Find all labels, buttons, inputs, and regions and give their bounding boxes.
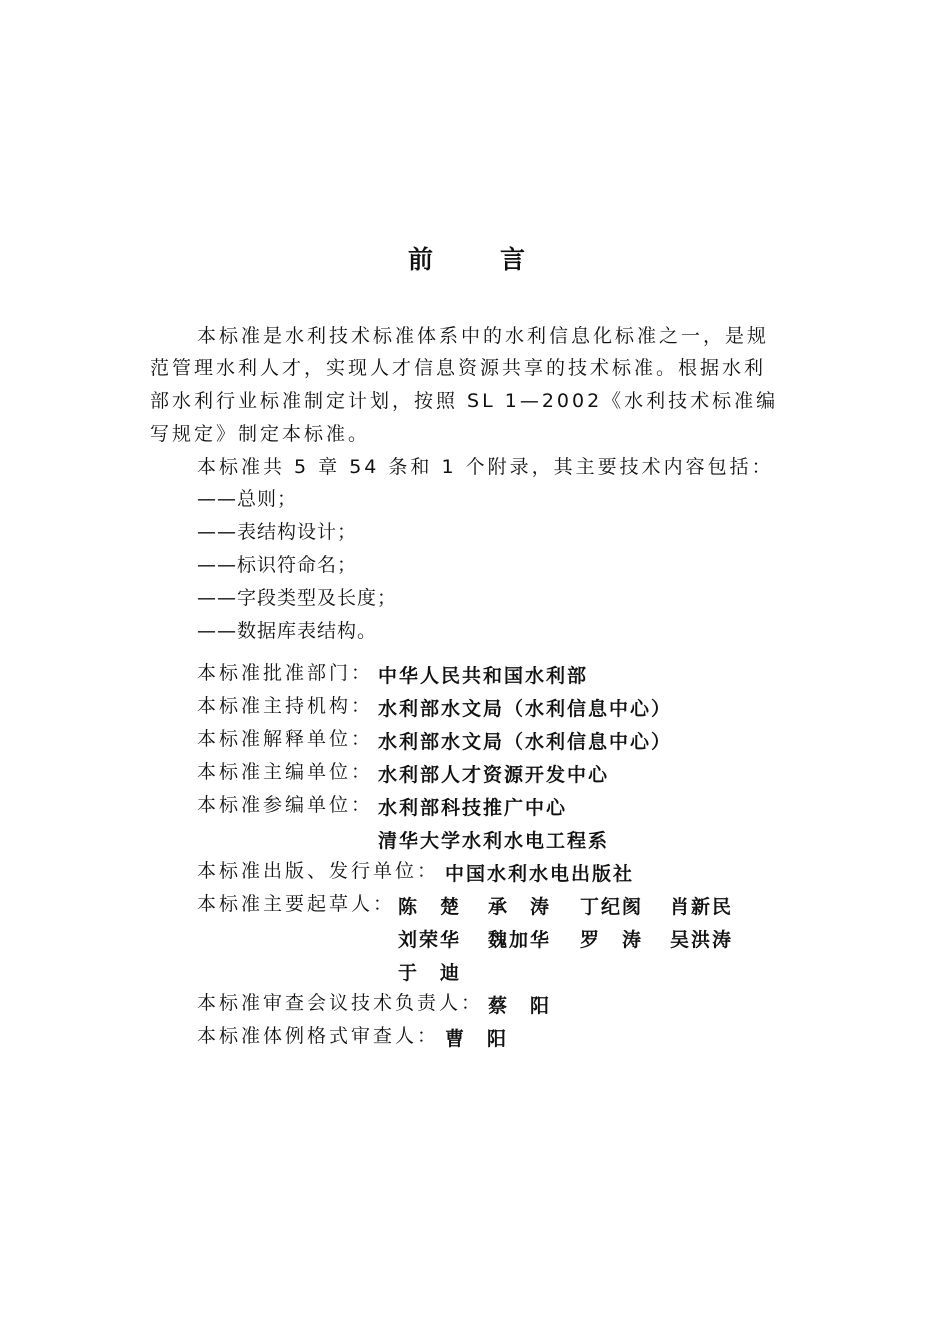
info-value: 水利部水文局（水利信息中心）: [378, 698, 673, 720]
info-label: 本标准批准部门：: [197, 662, 374, 684]
info-label: 本标准主编单位：: [197, 761, 374, 783]
intro-line: 本标准共 5 章 54 条和 1 个附录，其主要技术内容包括：: [197, 456, 774, 478]
title-char: 前: [408, 245, 434, 274]
drafter-name: 魏加华: [488, 929, 552, 951]
reviewer-value: 蔡 阳: [488, 995, 552, 1017]
page-title: [408, 240, 592, 276]
intro-line: 部水利行业标准制定计划，按照 SL 1—2002《水利技术标准编: [150, 390, 779, 412]
info-value: 水利部科技推广中心: [378, 797, 568, 819]
content-item: ——数据库表结构。: [197, 620, 378, 642]
info-value: 中华人民共和国水利部: [378, 665, 589, 687]
intro-line: 本标准是水利技术标准体系中的水利信息化标准之一，是规: [197, 325, 770, 347]
info-value: 清华大学水利水电工程系: [378, 830, 610, 852]
info-label: 本标准主持机构：: [197, 695, 374, 717]
format-reviewer-value: 曹 阳: [445, 1028, 509, 1050]
drafter-name: 罗 涛: [580, 929, 644, 951]
format-reviewer-label: 本标准体例格式审查人：: [197, 1025, 440, 1047]
drafter-name: 于 迪: [398, 962, 462, 984]
info-value: 中国水利水电出版社: [445, 863, 635, 885]
info-label: 本标准解释单位：: [197, 728, 374, 750]
drafter-name: 承 涛: [488, 896, 552, 918]
drafter-name: 肖新民: [670, 896, 734, 918]
content-item: ——表结构设计；: [197, 521, 358, 543]
info-value: 水利部人才资源开发中心: [378, 764, 610, 786]
drafter-name: 吴洪涛: [670, 929, 734, 951]
intro-line: 范管理水利人才，实现人才信息资源共享的技术标准。根据水利: [150, 357, 767, 379]
content-item: ——总则；: [197, 488, 298, 510]
info-label: 本标准参编单位：: [197, 794, 374, 816]
drafter-name: 陈 楚: [398, 896, 462, 918]
info-value: 水利部水文局（水利信息中心）: [378, 731, 673, 753]
content-item: ——字段类型及长度；: [197, 587, 398, 609]
reviewer-label: 本标准审查会议技术负责人：: [197, 992, 484, 1014]
info-label: 本标准出版、发行单位：: [197, 860, 440, 882]
drafters-label: 本标准主要起草人：: [197, 893, 396, 915]
title-char: 言: [500, 245, 526, 274]
drafter-name: 刘荣华: [398, 929, 462, 951]
intro-line: 写规定》制定本标准。: [150, 423, 371, 445]
content-item: ——标识符命名；: [197, 554, 358, 576]
drafter-name: 丁纪阂: [580, 896, 644, 918]
